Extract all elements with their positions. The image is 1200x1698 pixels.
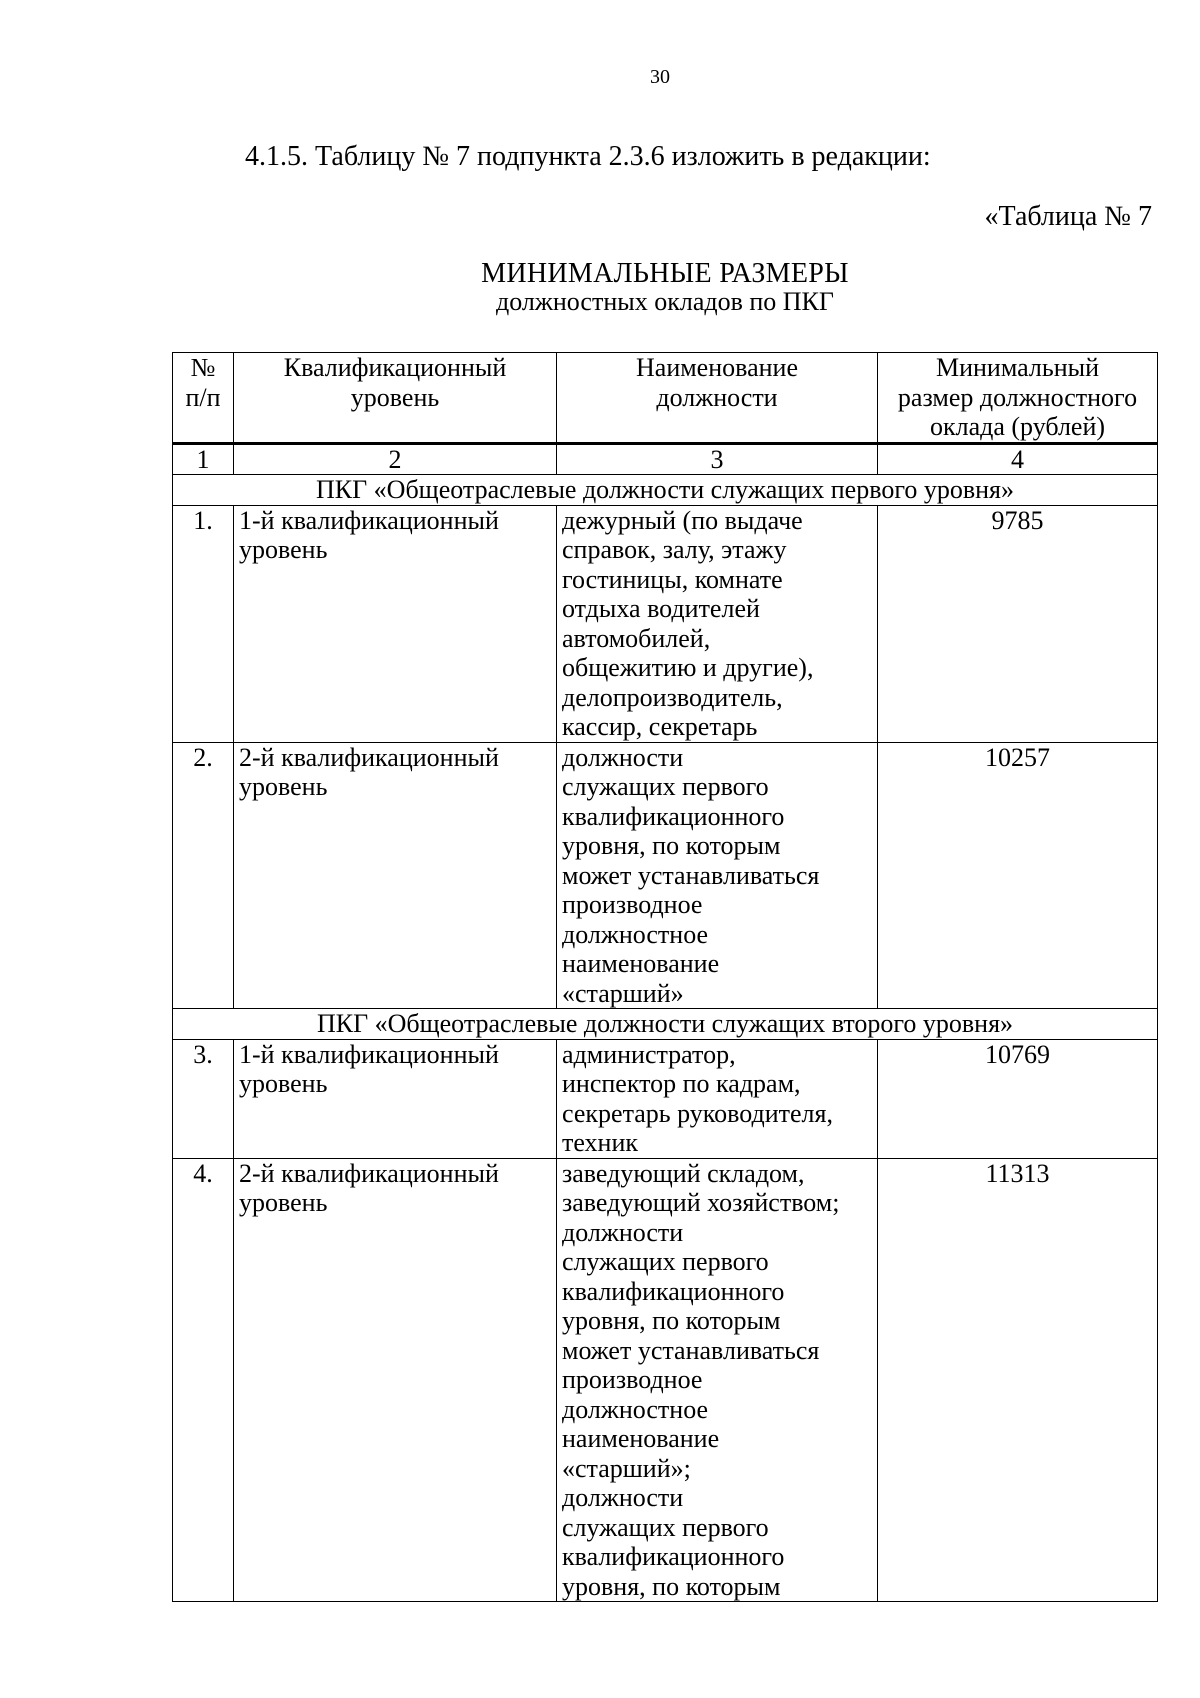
salary-value: 9785 [878, 505, 1158, 742]
position-name: дежурный (по выдаче справок, залу, этажу гостиницы, комнате отдыха водителей автомобилей, общежитию и другие), делопроизводитель, кассир, секретарь [557, 505, 878, 742]
qualification-level: 1-й квалификационный уровень [234, 505, 557, 742]
qualification-level: 2-й квалификационный уровень [234, 1158, 557, 1602]
column-number: 1 [173, 443, 234, 475]
table-row [173, 505, 1158, 742]
row-number: 4. [173, 1158, 234, 1602]
header-cell-position: Наименование должности [557, 353, 878, 444]
page-number: 30 [650, 66, 670, 88]
position-name: администратор, инспектор по кадрам, секретарь руководителя, техник [557, 1039, 878, 1158]
header-cell-salary: Минимальный размер должностного оклада (рублей) [878, 353, 1158, 444]
qualification-level: 2-й квалификационный уровень [234, 742, 557, 1009]
header-cell-level: Квалификационный уровень [234, 353, 557, 444]
table-row [173, 1039, 1158, 1158]
position-name: должности служащих первого квалификационного уровня, по которым может устанавливаться производное должностное наименование «старший» [557, 742, 878, 1009]
row-number: 2. [173, 742, 234, 1009]
intro-paragraph: 4.1.5. Таблицу № 7 подпункта 2.3.6 изложить в редакции: [245, 141, 931, 172]
column-number: 3 [557, 443, 878, 475]
salary-value: 11313 [878, 1158, 1158, 1602]
document-subtitle: должностных окладов по ПКГ [496, 287, 834, 316]
column-number-row [173, 443, 1158, 475]
table-row [173, 1158, 1158, 1602]
salary-value: 10257 [878, 742, 1158, 1009]
group-heading: ПКГ «Общеотраслевые должности служащих второго уровня» [173, 1009, 1158, 1040]
group-row [173, 475, 1158, 506]
position-name: заведующий складом, заведующий хозяйством; должности служащих первого квалификационного уровня, по которым может устанавливаться производное должностное наименование «старший»; должности служащих первого квалификационного уровня, по которым [557, 1158, 878, 1602]
group-row [173, 1009, 1158, 1040]
column-number: 2 [234, 443, 557, 475]
qualification-level: 1-й квалификационный уровень [234, 1039, 557, 1158]
row-number: 3. [173, 1039, 234, 1158]
salary-table [172, 352, 1158, 1602]
table-caption: «Таблица № 7 [984, 201, 1152, 232]
document-title: МИНИМАЛЬНЫЕ РАЗМЕРЫ [481, 258, 849, 289]
column-number: 4 [878, 443, 1158, 475]
salary-value: 10769 [878, 1039, 1158, 1158]
row-number: 1. [173, 505, 234, 742]
header-cell-number: № п/п [173, 353, 234, 444]
group-heading: ПКГ «Общеотраслевые должности служащих первого уровня» [173, 475, 1158, 506]
table-header-row [173, 353, 1158, 444]
table-row [173, 742, 1158, 1009]
